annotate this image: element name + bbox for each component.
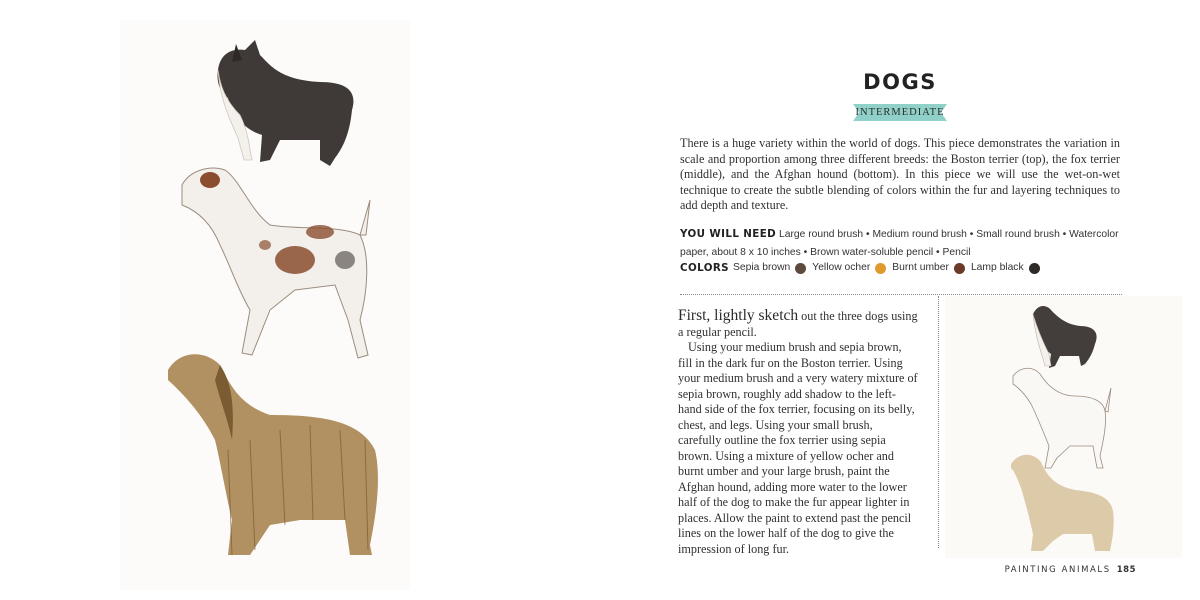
afghan-hound-figure [168,354,378,555]
page-title: DOGS [863,70,937,94]
colors-list [680,260,1125,276]
dogs-painting-icon [120,20,410,590]
colors-label: COLORS [680,262,730,274]
column-divider [938,296,939,548]
fox-terrier-figure [182,168,370,358]
color-name: Lamp black [970,262,1024,273]
difficulty-ribbon [853,104,947,121]
footer-section: PAINTING ANIMALS [1004,565,1111,575]
color-swatch-icon [875,263,886,274]
color-swatch-icon [1029,263,1040,274]
dogs-illustration [120,20,410,590]
page-number: 185 [1116,565,1136,575]
difficulty-label: INTERMEDIATE [855,107,945,118]
color-name: Burnt umber [892,262,949,273]
step-lead: First, lightly sketch [678,307,799,324]
color-name: Sepia brown [733,262,791,273]
intro-paragraph: There is a huge variety within the world of dogs. This piece demonstrates the variation in scale and proportion among three different breeds: the Boston terrier (top), the fox terrier (middle), and the Afghan hound (bottom). In this piece we will use the wet-on-wet technique to create the subtle blending of colors within the fur and layering techniques to add depth and texture. [680,136,1120,212]
color-name: Yellow ocher [812,262,871,273]
step-dogs-sketch-icon [945,296,1182,558]
materials-text: Large round brush • Medium round brush • Small round brush • Watercolor paper, about 8 x 10 inches • Brown water-soluble pencil • Pencil [680,229,1119,258]
color-swatch-icon [795,263,806,274]
step-body: Using your medium brush and sepia brown, fill in the dark fur on the Boston terrier. Using your medium brush and a very watery mixture of sepia brown, roughly add shadow to the left-hand side of the fox terrier, focusing on its belly, chest, and legs. Using your small brush, carefully outline the fox terrier using sepia brown. Using a mixture of yellow ocher and burnt umber and your large brush, paint the Afghan hound, adding more water to the lower half of the dog to make the fur appear lighter in places. Allow the paint to extend past the pencil lines on the lower half of the dog to give the impression of long fur. [678,340,918,556]
color-swatch-icon [954,263,965,274]
materials-list [680,225,1125,262]
section-divider [680,294,1122,295]
step-paragraph [678,308,918,557]
boston-terrier-figure [217,40,353,166]
materials-label: YOU WILL NEED [680,228,777,240]
step-lead-rest: out the three dogs using a regular pencil. [678,309,918,339]
step-illustration [945,296,1182,558]
page-footer [1005,565,1136,575]
